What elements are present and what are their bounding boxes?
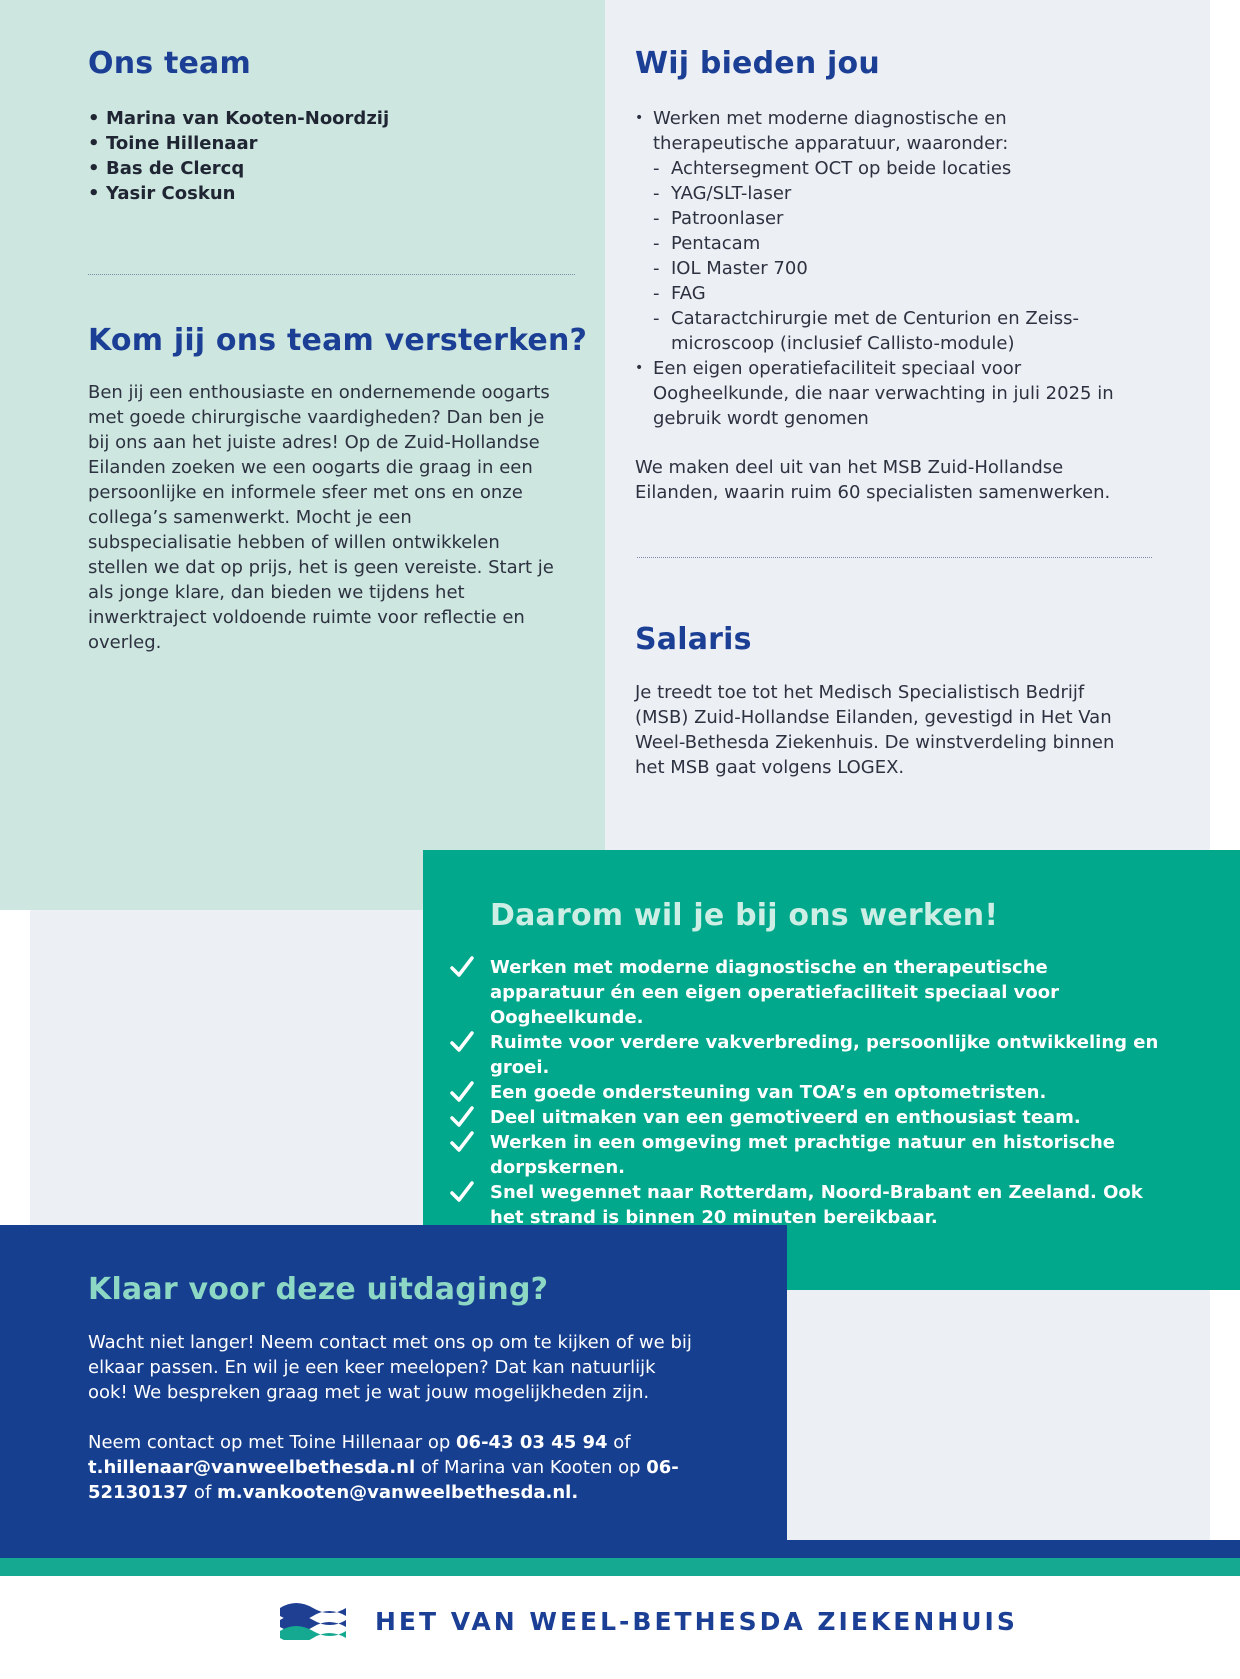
email-link-marina[interactable]: m.vankooten@vanweelbethesda.nl. bbox=[217, 1482, 579, 1503]
benefit-item bbox=[450, 1130, 1165, 1180]
benefits-list bbox=[450, 955, 1165, 1230]
phone-number-marina[interactable]: 06-52130137 bbox=[88, 1457, 679, 1503]
equipment-item: - FAG bbox=[653, 281, 1140, 306]
contact-text: of bbox=[188, 1482, 217, 1503]
equipment-item: - Achtersegment OCT op beide locaties bbox=[653, 156, 1140, 181]
contact-details bbox=[88, 1430, 693, 1505]
team-member: • Yasir Coskun bbox=[88, 181, 568, 206]
team-heading: Ons team bbox=[88, 46, 251, 81]
hospital-name: HET VAN WEEL-BETHESDA ZIEKENHUIS bbox=[375, 1607, 1018, 1636]
benefit-text: Ruimte voor verdere vakverbreding, persoonlijke ontwikkeling en groei. bbox=[490, 1032, 1159, 1078]
grey-panel-bottom bbox=[787, 1290, 1210, 1540]
benefit-text: Deel uitmaken van een gemotiveerd en enthousiast team. bbox=[490, 1107, 1081, 1128]
benefit-item bbox=[450, 1180, 1165, 1230]
offer-item: • Een eigen operatiefaciliteit speciaal voor Oogheelkunde, die naar verwachting in juli 2025 in gebruik wordt genomen bbox=[635, 356, 1140, 431]
benefit-item bbox=[450, 1080, 1165, 1105]
phone-number-toine[interactable]: 06-43 03 45 94 bbox=[456, 1432, 608, 1453]
salary-body: Je treedt toe tot het Medisch Specialistisch Bedrijf (MSB) Zuid-Hollandse Eilanden, gevestigd in Het Van Weel-Bethesda Ziekenhuis. De winstverdeling binnen het MSB gaat volgens LOGEX. bbox=[635, 682, 1115, 778]
equipment-item: - Cataractchirurgie met de Centurion en Zeiss-microscoop (inclusief Callisto-module) bbox=[653, 306, 1140, 356]
benefit-item bbox=[450, 1030, 1165, 1080]
team-member: • Toine Hillenaar bbox=[88, 131, 568, 156]
benefit-item bbox=[450, 955, 1165, 1030]
checkmark-icon bbox=[450, 1031, 474, 1053]
footer-strip-teal bbox=[0, 1558, 1240, 1576]
equipment-item: - YAG/SLT-laser bbox=[653, 181, 1140, 206]
benefit-text: Werken in een omgeving met prachtige natuur en historische dorpskernen. bbox=[490, 1132, 1116, 1178]
benefit-text: Een goede ondersteuning van TOA’s en optometristen. bbox=[490, 1082, 1047, 1103]
offer-list bbox=[635, 106, 1140, 431]
join-heading: Kom jij ons team versterken? bbox=[88, 323, 588, 358]
contact-text: of bbox=[607, 1432, 631, 1453]
benefit-text: Werken met moderne diagnostische en therapeutische apparatuur én een eigen operatiefaciliteit speciaal voor Oogheelkunde. bbox=[490, 957, 1059, 1028]
offer-item bbox=[635, 106, 1140, 356]
contact-intro: Wacht niet langer! Neem contact met ons op om te kijken of we bij elkaar passen. En wil je een keer meelopen? Dat kan natuurlijk ook! We bespreken graag met je wat jouw mogelijkheden zijn. bbox=[88, 1332, 692, 1403]
divider bbox=[637, 557, 1152, 558]
offer-item-text: Werken met moderne diagnostische en therapeutische apparatuur, waaronder: bbox=[653, 108, 1009, 154]
contact-text: of Marina van Kooten op bbox=[415, 1457, 647, 1478]
benefits-heading: Daarom wil je bij ons werken! bbox=[490, 898, 999, 933]
checkmark-icon bbox=[450, 956, 474, 978]
checkmark-icon bbox=[450, 1081, 474, 1103]
offer-note: We maken deel uit van het MSB Zuid-Hollandse Eilanden, waarin ruim 60 specialisten samenwerken. bbox=[635, 457, 1111, 503]
grey-panel-left bbox=[30, 910, 425, 1225]
checkmark-icon bbox=[450, 1181, 474, 1203]
equipment-item: - IOL Master 700 bbox=[653, 256, 1140, 281]
team-member: • Marina van Kooten-Noordzij bbox=[88, 106, 568, 131]
contact-text: Neem contact op met Toine Hillenaar op bbox=[88, 1432, 457, 1453]
contact-heading: Klaar voor deze uitdaging? bbox=[88, 1272, 549, 1307]
salary-heading: Salaris bbox=[635, 622, 752, 657]
offer-heading: Wij bieden jou bbox=[635, 46, 880, 81]
wave-logo-icon bbox=[278, 1600, 348, 1640]
equipment-item: - Patroonlaser bbox=[653, 206, 1140, 231]
team-member: • Bas de Clercq bbox=[88, 156, 568, 181]
equipment-item: - Pentacam bbox=[653, 231, 1140, 256]
benefit-text: Snel wegennet naar Rotterdam, Noord-Brabant en Zeeland. Ook het strand is binnen 20 minuten bereikbaar. bbox=[490, 1182, 1143, 1228]
divider bbox=[88, 274, 575, 275]
team-list bbox=[88, 106, 568, 206]
email-link-toine[interactable]: t.hillenaar@vanweelbethesda.nl bbox=[88, 1457, 416, 1478]
equipment-list bbox=[653, 156, 1140, 356]
join-body: Ben jij een enthousiaste en ondernemende oogarts met goede chirurgische vaardigheden? Dan ben je bij ons aan het juiste adres! Op de Zuid-Hollandse Eilanden zoeken we een oogarts die graag in een persoonlijke en informele sfeer met ons en onze collega’s samenwerkt. Mocht je een subspecialisatie hebben of willen ontwikkelen stellen we dat op prijs, het is geen vereiste. Start je als jonge klare, dan bieden we tijdens het inwerktraject voldoende ruimte voor reflectie en overleg. bbox=[88, 382, 554, 653]
checkmark-icon bbox=[450, 1106, 474, 1128]
benefit-item bbox=[450, 1105, 1165, 1130]
checkmark-icon bbox=[450, 1131, 474, 1153]
footer-strip-blue bbox=[0, 1540, 1240, 1558]
